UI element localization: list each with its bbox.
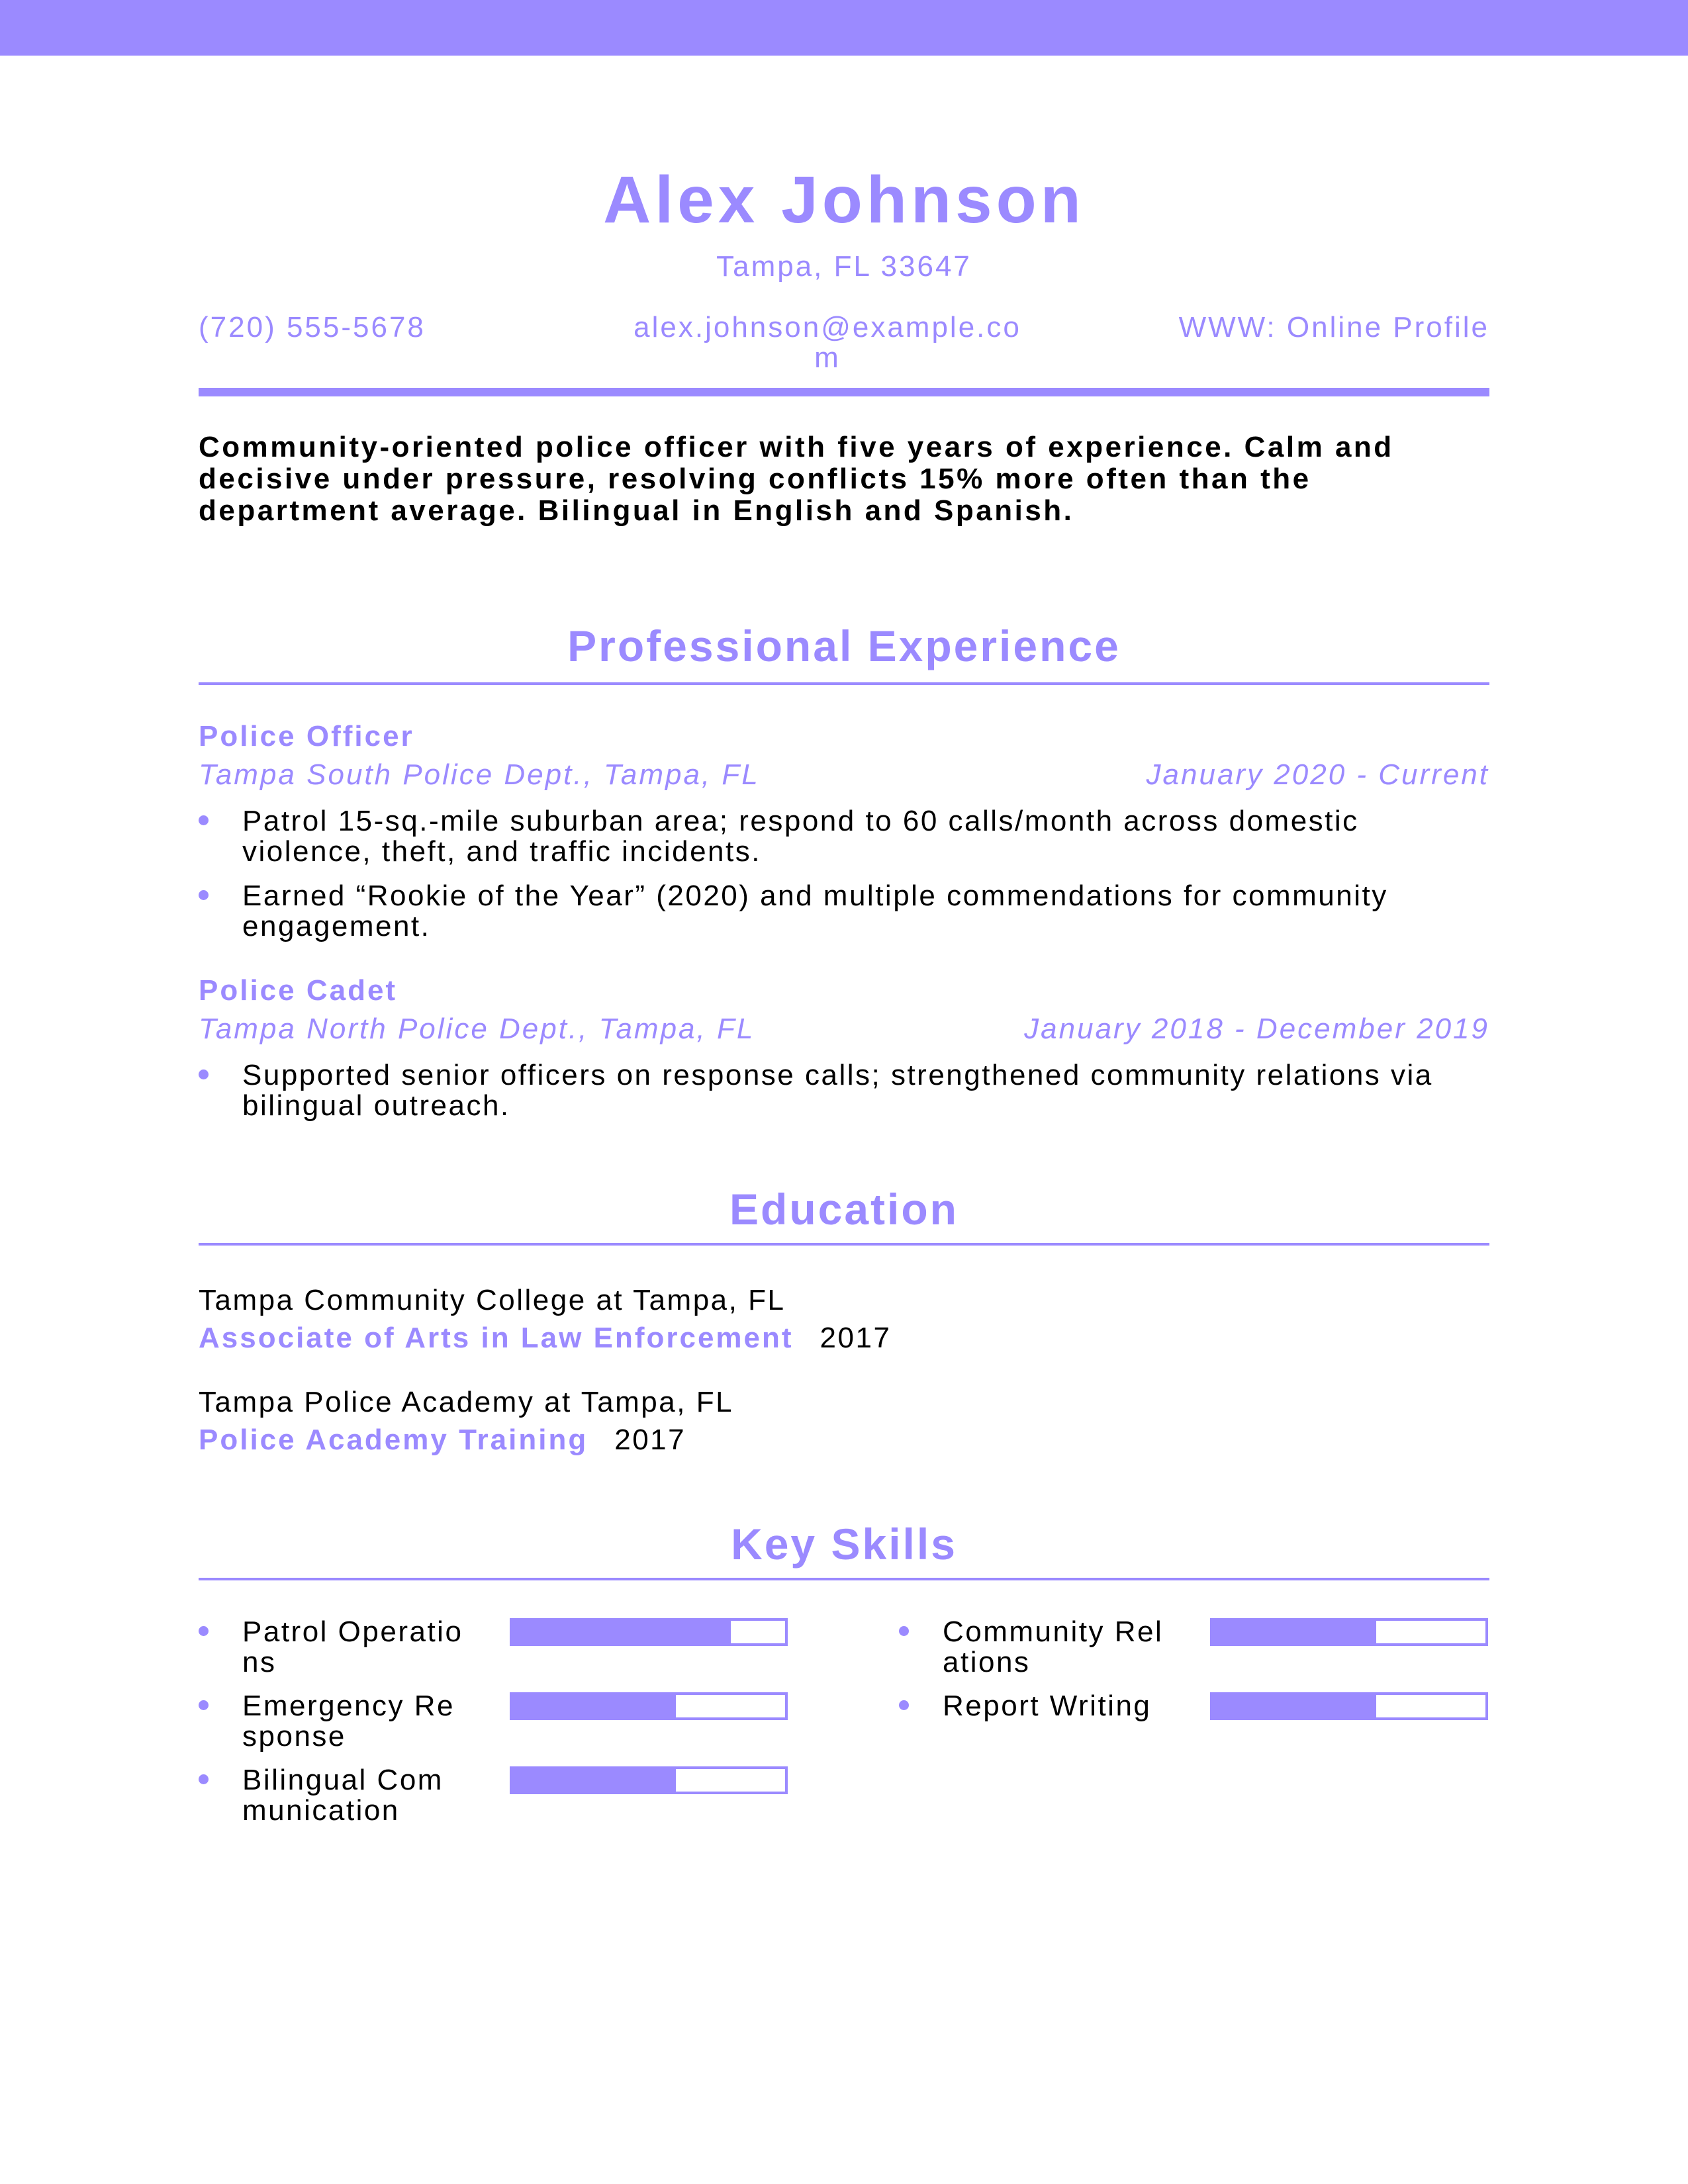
email-address[interactable]: alex.johnson@example.com <box>633 311 1021 374</box>
education-heading: Education <box>729 1185 959 1234</box>
skill-label: Community Relations <box>943 1615 1164 1678</box>
bullet-icon <box>199 1069 209 1079</box>
skill-level-bar <box>510 1692 788 1720</box>
skill-label: Patrol Operations <box>242 1615 463 1678</box>
skill-label: Report Writing <box>943 1690 1152 1722</box>
candidate-name: Alex Johnson <box>603 163 1085 237</box>
job-bullet-text: Supported senior officers on response calls; strengthened community relations via bilingual outreach. <box>242 1059 1433 1122</box>
website-link[interactable]: WWW: Online Profile <box>1178 311 1489 343</box>
job-title: Police Officer <box>199 720 414 752</box>
professional-summary: Community-oriented police officer with five years of experience. Calm and decisive under pressure, resolving conflicts 15% more often than the department average. Bilingual in English and Spanish. <box>199 431 1394 527</box>
skill-label: Emergency Response <box>242 1690 455 1752</box>
education-school: Tampa Community College at Tampa, FL <box>199 1284 786 1316</box>
skill-level-fill <box>512 1695 676 1717</box>
experience-heading: Professional Experience <box>567 621 1121 670</box>
skill-level-bar <box>510 1766 788 1794</box>
skill-level-bar <box>1210 1618 1488 1646</box>
skill-level-fill <box>512 1621 731 1643</box>
education-degree: Associate of Arts in Law Enforcement <box>199 1322 794 1354</box>
skills-heading: Key Skills <box>731 1520 957 1569</box>
experience-divider <box>199 682 1489 685</box>
job-bullet-text: Earned “Rookie of the Year” (2020) and multiple commendations for community engagement. <box>242 880 1388 942</box>
education-school: Tampa Police Academy at Tampa, FL <box>199 1386 734 1418</box>
phone-number: (720) 555-5678 <box>199 311 426 343</box>
job-title: Police Cadet <box>199 974 398 1007</box>
bullet-icon <box>199 1700 209 1710</box>
skill-level-fill <box>1213 1695 1376 1717</box>
education-year: 2017 <box>614 1424 686 1456</box>
education-divider <box>199 1243 1489 1246</box>
skill-level-bar <box>1210 1692 1488 1720</box>
education-year: 2017 <box>820 1322 892 1354</box>
job-bullet-text: Patrol 15-sq.-mile suburban area; respond to 60 calls/month across domestic violence, theft, and traffic incidents. <box>242 805 1359 868</box>
skill-level-fill <box>1213 1621 1376 1643</box>
bullet-icon <box>199 890 209 900</box>
education-entry <box>199 1322 891 1355</box>
job-dates: January 2020 - Current <box>1146 758 1489 791</box>
bullet-icon <box>199 815 209 825</box>
education-entry <box>199 1424 686 1457</box>
bullet-icon <box>199 1774 209 1784</box>
bullet-icon <box>899 1626 909 1636</box>
skill-level-fill <box>512 1769 676 1792</box>
skill-label: Bilingual Communication <box>242 1764 444 1827</box>
bullet-icon <box>899 1700 909 1710</box>
top-accent-bar <box>0 0 1688 56</box>
bullet-icon <box>199 1626 209 1636</box>
job-employer: Tampa South Police Dept., Tampa, FL <box>199 758 760 791</box>
skill-level-bar <box>510 1618 788 1646</box>
candidate-address: Tampa, FL 33647 <box>716 250 972 283</box>
skills-divider <box>199 1578 1489 1580</box>
job-dates: January 2018 - December 2019 <box>1024 1013 1489 1045</box>
header-divider <box>199 388 1489 396</box>
education-degree: Police Academy Training <box>199 1424 588 1456</box>
job-employer: Tampa North Police Dept., Tampa, FL <box>199 1013 755 1045</box>
